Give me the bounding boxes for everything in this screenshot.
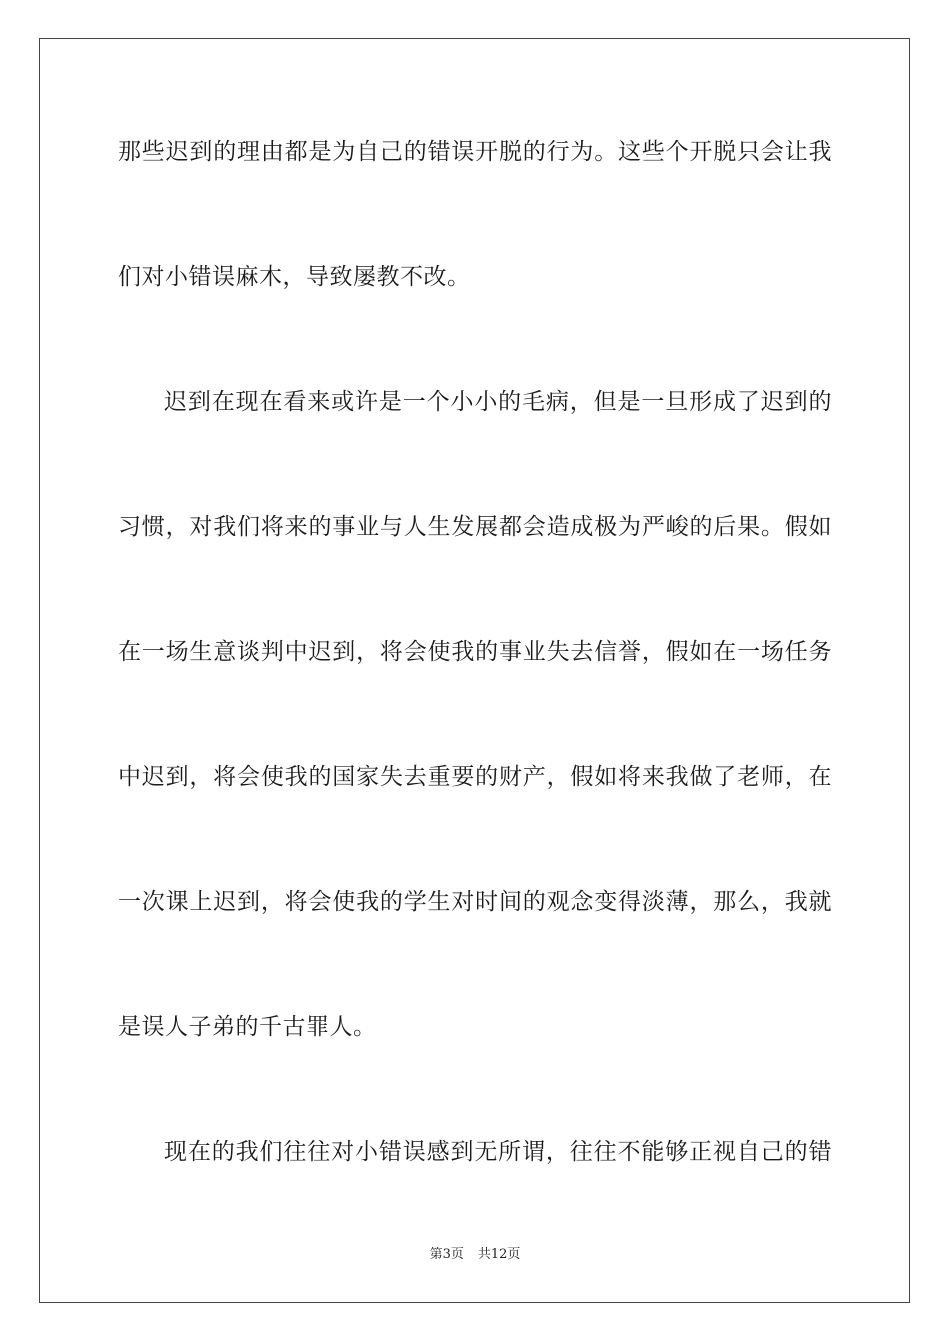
- text-line: 习惯，对我们将来的事业与人生发展都会造成极为严峻的后果。假如: [118, 514, 832, 540]
- page-total: 共12页: [477, 1247, 521, 1262]
- text-line: 在一场生意谈判中迟到，将会使我的事业失去信誉，假如在一场任务: [118, 639, 832, 665]
- text-line: 中迟到，将会使我的国家失去重要的财产，假如将来我做了老师，在: [118, 764, 832, 790]
- text-line: 们对小错误麻木，导致屡教不改。: [118, 264, 471, 290]
- text-line: 那些迟到的理由都是为自己的错误开脱的行为。这些个开脱只会让我: [118, 139, 832, 165]
- text-line: 现在的我们往往对小错误感到无所谓，往往不能够正视自己的错: [164, 1139, 832, 1165]
- text-line: 迟到在现在看来或许是一个小小的毛病，但是一旦形成了迟到的: [164, 389, 832, 415]
- text-line: 是误人子弟的千古罪人。: [118, 1014, 377, 1040]
- page-number: 第3页: [429, 1247, 464, 1262]
- page-footer: [0, 1247, 950, 1263]
- page-border: [39, 38, 910, 1303]
- text-line: 一次课上迟到，将会使我的学生对时间的观念变得淡薄，那么，我就: [118, 889, 832, 915]
